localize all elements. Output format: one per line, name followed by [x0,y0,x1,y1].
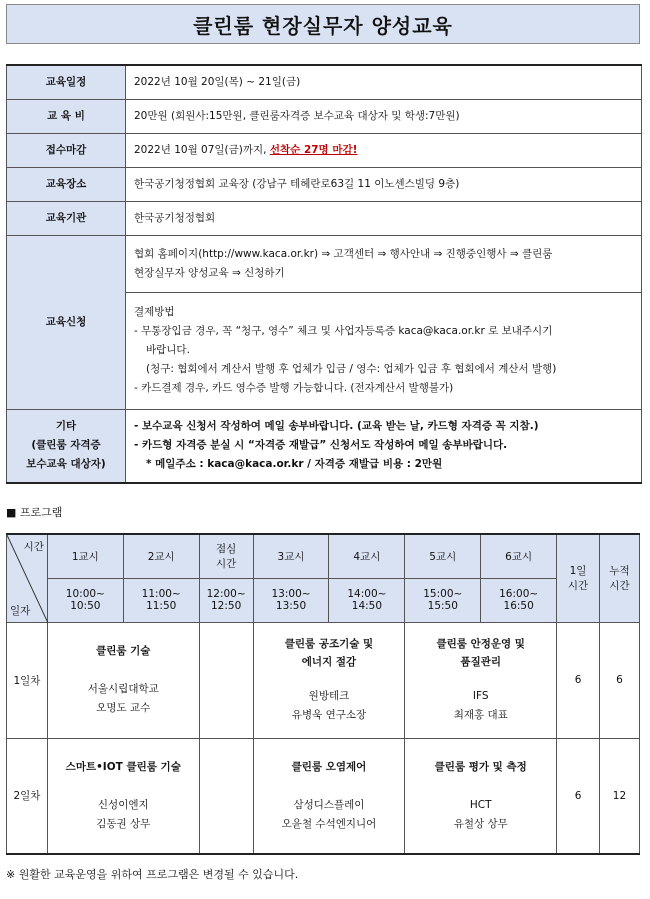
day-1-session-1 [47,622,199,738]
info-row-schedule [7,65,642,99]
other-label [7,409,126,483]
program-header-row [7,534,640,578]
schedule-value: 2022년 10월 20일(목) ~ 21일(금) [126,65,642,99]
day-1-session-2-title2: 에너지 절감 [301,656,357,668]
corner-cell [7,534,48,622]
day-1-label: 1일차 [7,622,48,738]
deadline-highlight: 선착순 27명 마감! [269,143,358,156]
other-label-line1: 기타 [55,420,77,433]
day-2-session-3 [405,738,557,854]
period-5-end: 15:50 [427,600,458,612]
info-row-application-path [7,235,642,292]
day-2-label: 2일차 [7,738,48,854]
payment-line2: 바랍니다. [146,344,190,356]
day-1-lunch [199,622,253,738]
organizer-value: 한국공기청정협회 [126,201,642,235]
info-row-fee [7,99,642,133]
lunch-end: 12:50 [210,600,242,612]
period-3-name: 3교시 [253,534,329,578]
day-2-session-1-title: 스마트•IOT 클린룸 기술 [65,760,181,773]
day-2-session-3-person: 유철상 상무 [453,817,508,830]
period-3-time [253,578,329,622]
day-1-session-3-title2: 품질관리 [460,656,501,668]
fee-label: 교 육 비 [7,99,126,133]
period-2-time [123,578,199,622]
deadline-date: 2022년 10월 07일(금)까지, [134,143,270,156]
program-heading: ■ 프로그램 [6,506,63,519]
day-1-session-3 [405,622,557,738]
day-1-cumulative: 6 [599,622,639,738]
application-path [126,235,642,292]
period-6-time [481,578,557,622]
day-2-session-1-org: 신성이엔지 [97,798,149,811]
day-1-session-3-title1: 클린룸 안정운영 및 [436,638,525,650]
period-4-end: 14:50 [351,600,383,612]
day-1-session-1-org: 서울시립대학교 [87,683,159,695]
application-path-line1: 협회 홈페이지(http://www.kaca.or.kr) ⇒ 고객센터 ⇒ 행사안내 ⇒ 진행중인행사 ⇒ 클린룸 [134,247,553,260]
daily-hours-label1: 1일 [569,565,587,578]
footnote: ※ 원활한 교육운영을 위하여 프로그램은 변경될 수 있습니다. [6,868,299,881]
payment-line3: (청구: 협회에서 계산서 발행 후 업체가 입금 / 영수: 업체가 입금 후 협회에서 계산서 발행) [146,363,557,375]
lunch-name-line2: 시간 [215,558,237,571]
period-6-end: 16:50 [503,600,534,612]
day-1-row [7,622,640,738]
day-2-session-1-person: 김동권 상무 [96,817,151,830]
period-5-time [405,578,481,622]
period-4-name: 4교시 [329,534,405,578]
schedule-label: 교육일정 [7,65,126,99]
day-2-row [7,738,640,854]
payment-title: 결제방법 [134,306,175,318]
day-1-session-3-person: 최재홍 대표 [453,709,508,721]
corner-day-label: 일자 [10,604,31,617]
fee-value: 20만원 (회원사:15만원, 클린룸자격증 보수교육 대상자 및 학생:7만원) [126,99,642,133]
cumulative-header [599,534,639,622]
deadline-label: 접수마감 [7,133,126,167]
day-1-session-2 [253,622,405,738]
period-5-name: 5교시 [405,534,481,578]
daily-hours-label2: 시간 [567,580,589,593]
deadline-value [126,133,642,167]
period-4-start: 14:00~ [347,588,387,600]
lunch-start: 12:00~ [206,588,246,600]
day-1-session-2-person: 유병욱 연구소장 [291,709,367,721]
cumulative-label1: 누적 [609,565,630,578]
payment-line4: - 카드결제 경우, 카드 영수증 발행 가능합니다. (전자계산서 발행불가) [134,382,454,394]
period-lunch-name [199,534,253,578]
day-1-hours: 6 [557,622,600,738]
day-2-hours: 6 [557,738,600,854]
other-info [126,409,642,483]
day-1-session-2-title1: 클린룸 공조기술 및 [284,638,374,650]
period-1-name: 1교시 [47,534,123,578]
lunch-name-line1: 점심 [215,543,237,556]
venue-value: 한국공기청정협회 교육장 (강남구 테헤란로63길 11 이노센스빌딩 9층) [126,167,642,201]
period-6-name: 6교시 [481,534,557,578]
period-4-time [329,578,405,622]
day-1-session-1-title: 클린룸 기술 [96,645,151,657]
info-row-other [7,409,642,483]
day-2-session-2-org: 삼성디스플레이 [293,798,365,811]
day-2-cumulative: 12 [599,738,639,854]
other-line3: * 메일주소 : kaca@kaca.or.kr / 자격증 재발급 비용 : 2만원 [146,458,443,471]
venue-label: 교육장소 [7,167,126,201]
period-1-start: 10:00~ [65,588,105,600]
info-row-deadline [7,133,642,167]
day-2-session-2-person: 오윤철 수석엔지니어 [281,817,377,830]
program-time-row [7,578,640,622]
period-2-name: 2교시 [123,534,199,578]
day-2-session-3-title: 클린룸 평가 및 측정 [434,760,527,773]
application-path-line2: 현장실무자 양성교육 ⇒ 신청하기 [134,266,285,279]
day-1-session-2-org: 원방테크 [308,690,350,702]
period-1-time [47,578,123,622]
period-2-start: 11:00~ [141,588,181,600]
other-label-line3: 보수교육 대상자) [26,458,106,471]
cumulative-label2: 시간 [609,580,630,593]
day-1-session-1-person: 오명도 교수 [96,702,151,714]
other-label-line2: (클린룸 자격증 [31,439,101,452]
day-2-session-3-org: HCT [469,798,492,811]
period-1-end: 10:50 [70,600,101,612]
page-title: 클린룸 현장실무자 양성교육 [6,4,640,44]
other-line1: - 보수교육 신청서 작성하여 메일 송부바랍니다. (교육 받는 날, 카드형 자격증 꼭 지참.) [134,420,539,433]
period-5-start: 15:00~ [423,588,463,600]
day-2-session-2 [253,738,405,854]
daily-hours-header [557,534,600,622]
day-2-session-1 [47,738,199,854]
day-2-lunch [199,738,253,854]
day-2-session-2-title: 클린룸 오염제어 [291,760,367,773]
payment-line1: - 무통장입금 경우, 꼭 “청구, 영수” 체크 및 사업자등록증 kaca@kaca.or.kr 로 보내주시기 [134,325,553,337]
payment-info [126,292,642,409]
corner-time-label: 시간 [23,541,44,553]
period-6-start: 16:00~ [499,588,539,600]
other-line2: - 카드형 자격증 분실 시 “자격증 재발급” 신청서도 작성하여 메일 송부바랍니다. [134,439,508,452]
info-row-venue [7,167,642,201]
program-table [6,533,640,855]
period-2-end: 11:50 [146,600,177,612]
period-3-start: 13:00~ [271,588,311,600]
info-row-organizer [7,201,642,235]
info-table [6,64,642,484]
application-label: 교육신청 [7,235,126,409]
organizer-label: 교육기관 [7,201,126,235]
period-3-end: 13:50 [275,600,307,612]
period-lunch-time [199,578,253,622]
day-1-session-3-org: IFS [472,690,489,702]
